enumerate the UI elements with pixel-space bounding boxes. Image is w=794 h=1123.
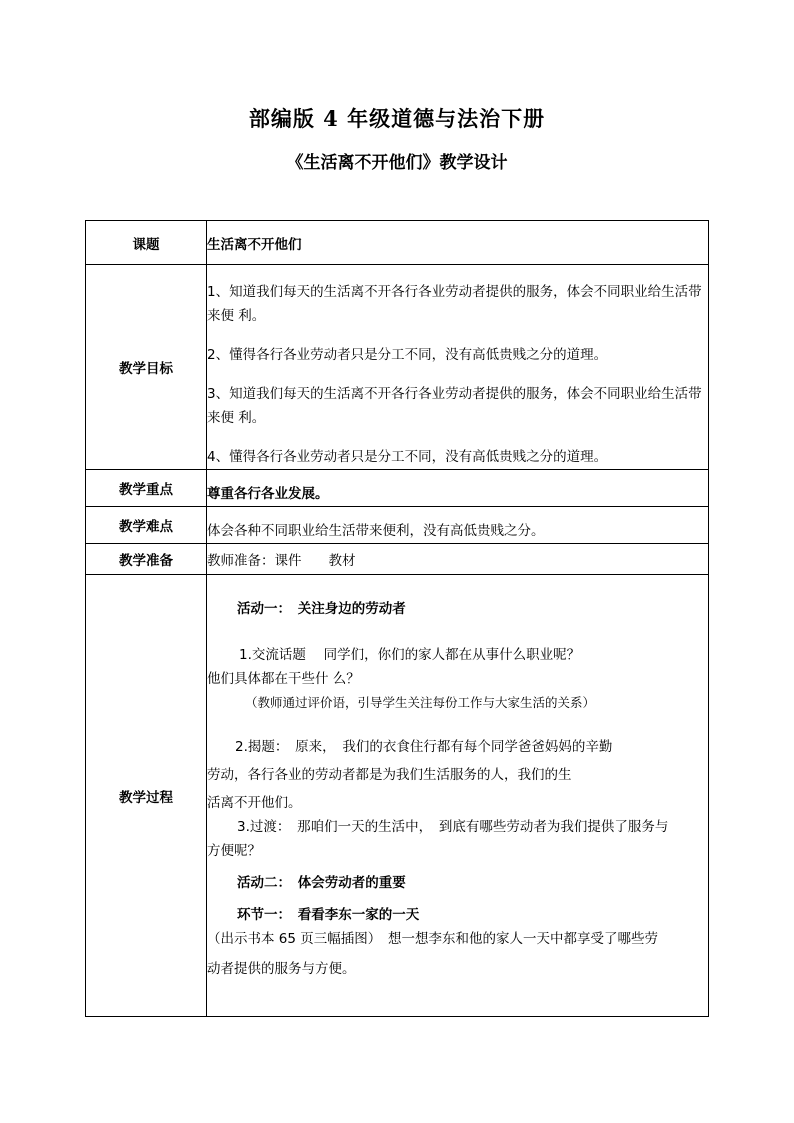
key-points-value: 尊重各行各业发展。 [207,470,709,507]
process-label: 教学过程 [86,575,207,1017]
process-step: 1.交流话题 同学们，你们的家人都在从事什么职业呢？ [239,647,581,663]
objective-item: 4、懂得各行各业劳动者只是分工不同，没有高低贵贱之分的道理。 [207,448,608,465]
process-content [207,575,709,1017]
activity-title: 活动一： 关注身边的劳动者 [237,601,406,617]
objectives-label: 教学目标 [86,265,207,470]
section-title: 环节一： 看看李东一家的一天 [237,907,420,923]
process-step: 2.揭题： 原来， 我们的衣食住行都有每个同学爸爸妈妈的辛勤 [235,739,613,755]
document-title: 部编版 4 年级道德与法治下册 [248,106,546,131]
objective-item: 2、懂得各行各业劳动者只是分工不同，没有高低贵贱之分的道理。 [207,346,608,363]
objective-item: 3、知道我们每天的生活离不开各行各业劳动者提供的服务，体会不同职业给生活带来便 利。 [207,385,702,426]
activity-title: 活动二： 体会劳动者的重要 [237,875,406,891]
process-step-continued: 方便呢？ [207,843,261,859]
row-difficulties [86,507,709,544]
row-preparation [86,544,709,575]
row-process [86,575,709,1017]
difficulties-value: 体会各种不同职业给生活带来便利，没有高低贵贱之分。 [207,507,709,544]
preparation-label: 教学准备 [86,544,207,575]
topic-value: 生活离不开他们 [207,221,709,265]
preparation-value: 教师准备：课件 教材 [207,544,709,575]
document-subtitle: 《生活离不开他们》教学设计 [286,153,508,173]
process-step: 3.过渡： 那咱们一天的生活中， 到底有哪些劳动者为我们提供了服务与 [237,819,669,835]
process-step-continued: 劳动，各行各业的劳动者都是为我们生活服务的人，我们的生 [207,767,572,783]
process-step-continued: 活离不开他们。 [207,795,302,811]
key-points-label: 教学重点 [86,470,207,507]
row-objectives [86,265,709,470]
objective-item: 1、知道我们每天的生活离不开各行各业劳动者提供的服务，体会不同职业给生活带来便 利。 [207,283,702,324]
topic-label: 课题 [86,221,207,265]
difficulties-label: 教学难点 [86,507,207,544]
process-step-continued: 他们具体都在干些什 么？ [207,671,360,687]
row-topic [86,221,709,265]
objectives-content [207,265,709,470]
row-key-points [86,470,709,507]
lesson-plan-table [85,220,709,1017]
section-text: （出示书本 65 页三幅插图） 想一想李东和他的家人一天中都享受了哪些劳 [207,931,659,947]
teacher-note: （教师通过评价语，引导学生关注每份工作与大家生活的关系） [245,695,596,710]
section-text-continued: 动者提供的服务与方便。 [207,961,356,977]
